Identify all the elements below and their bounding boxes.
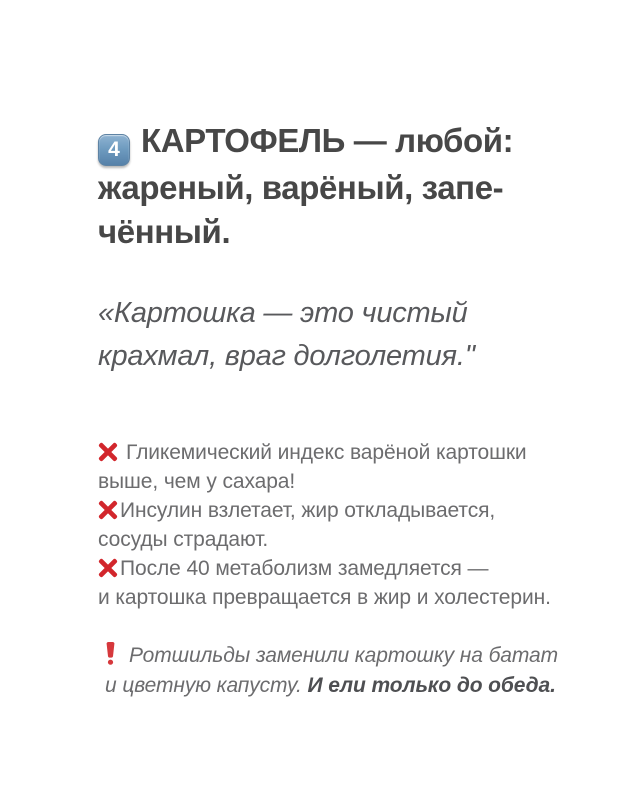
keycap-digit: 4 — [108, 138, 120, 161]
red-cross-icon — [98, 500, 118, 520]
red-cross-icon — [98, 558, 118, 578]
warning-item-1-line-2: выше, чем у сахара! — [98, 470, 296, 493]
warning-text: После 40 метаболизм замедляется — — [120, 557, 489, 580]
heading — [98, 119, 600, 254]
red-cross-icon — [98, 442, 118, 462]
heading-text-3: чённый. — [98, 213, 231, 250]
warning-item-2-line-1 — [98, 496, 600, 525]
note-line-2 — [105, 671, 600, 701]
note-text: Ротшильды заменили картошку на батат — [129, 644, 558, 667]
heading-text-2: жареный, варёный, запе- — [98, 169, 504, 206]
warning-item-3-line-1 — [98, 554, 600, 583]
warning-item-3-line-2: и картошка превращается в жир и холестерин. — [98, 586, 551, 609]
red-exclamation-icon — [105, 642, 116, 665]
keycap-four-icon — [98, 134, 130, 166]
note-text-normal: и цветную капусту. — [105, 674, 308, 697]
quote-line-2: крахмал, враг долголетия." — [98, 340, 475, 372]
note — [98, 641, 600, 701]
warning-text: Гликемический индекс варёной картошки — [126, 441, 527, 464]
warning-list — [98, 438, 600, 612]
heading-text-1: КАРТОФЕЛЬ — любой: — [141, 122, 514, 159]
note-line-1 — [105, 641, 600, 671]
warning-item-1-line-1 — [98, 438, 600, 467]
note-text-bold: И ели только до обеда. — [307, 674, 556, 697]
warning-text: Инсулин взлетает, жир откладывается, — [120, 499, 496, 522]
heading-line-1 — [98, 119, 600, 166]
quote — [98, 292, 600, 378]
warning-item-2-line-2: сосуды страдают. — [98, 528, 269, 551]
quote-line-1: «Картошка — это чистый — [98, 297, 468, 329]
